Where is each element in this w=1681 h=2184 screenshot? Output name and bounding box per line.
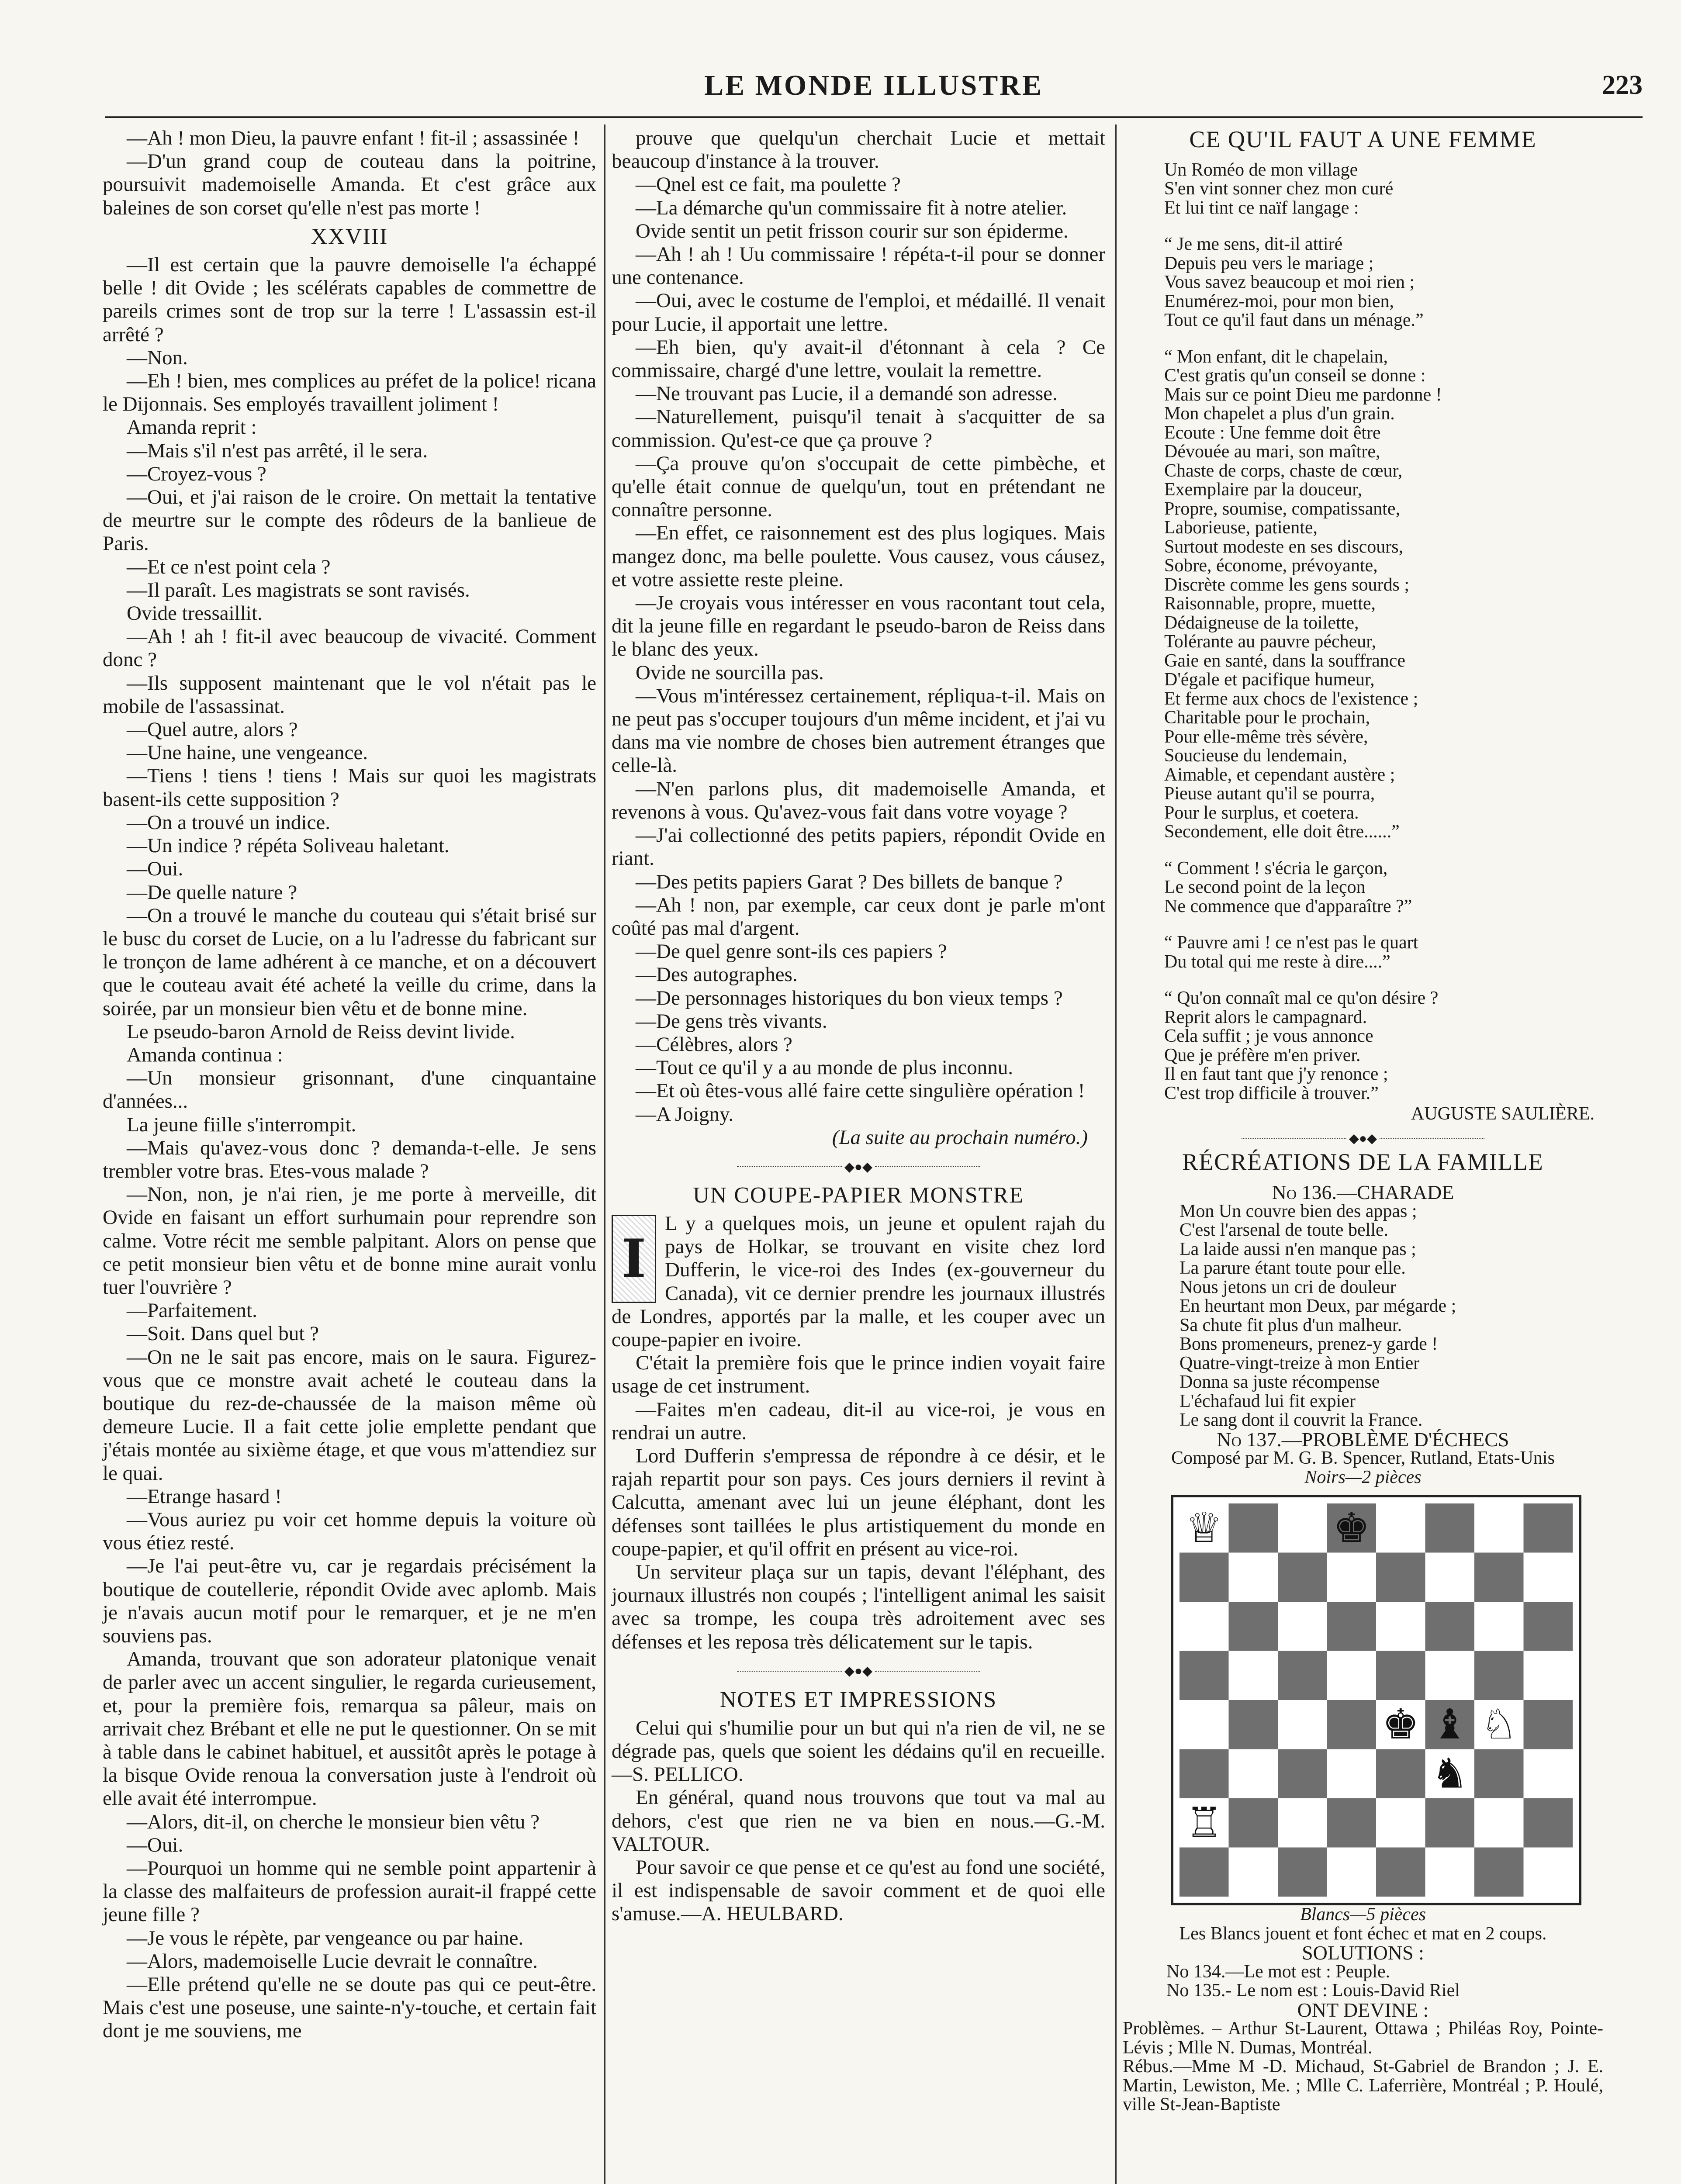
paragraph: L y a quelques mois, un jeune et opulent rajah du pays de Holkar, se trouvant en visite chez lord Dufferin, le vice-roi des Indes (ex-gouverneur du Canada), vit ce dernier prendre les journaux illustrés de Londres, apportés par la malle, et les couper avec un coupe-papier en ivoire. [612, 1212, 1105, 1351]
paragraph: —Tiens ! tiens ! tiens ! Mais sur quoi les magistrats basent-ils cette supposition ? [103, 764, 596, 811]
paragraph: Un serviteur plaça sur un tapis, devant l'éléphant, des journaux illustrés non coupés ; l'intelligent animal les saisit avec sa trompe, les coupa très adroitement avec ses défenses et les reposa très délicatement sur le tapis. [612, 1561, 1105, 1653]
light-square [1376, 1602, 1425, 1651]
paragraph: —Ah ! ah ! fit-il avec beaucoup de vivacité. Comment donc ? [103, 625, 596, 671]
poem-line: Du total qui me reste à dire....” [1164, 951, 1390, 972]
paragraph: —Elle prétend qu'elle ne se doute pas qui ce peut-être. Mais c'est une poseuse, une sainte-n'y-touche, et certain fait dont je me souviens, me [103, 1973, 596, 2042]
charade-line: La laide aussi n'en manque pas ; [1179, 1239, 1416, 1259]
poem-title: CE QU'IL FAUT A UNE FEMME [1189, 126, 1537, 152]
dark-square [1327, 1602, 1377, 1651]
light-square [1524, 1848, 1573, 1897]
stanza-gap [1164, 971, 1603, 989]
paragraph: Amanda reprit : [127, 416, 257, 439]
story-continuation [612, 127, 1105, 1126]
charade-line: Nous jetons un cri de douleur [1179, 1277, 1396, 1297]
guessed-heading: ONT DEVINE : [1297, 1998, 1429, 2021]
light-square [1229, 1848, 1278, 1897]
poem-line: S'en vint sonner chez mon curé [1164, 179, 1394, 199]
paragraph: —On a trouvé le manche du couteau qui s'était brisé sur le busc du corset de Lucie, on a lu l'adresse du fabricant sur le tronçon de lame adhérent à ce manche, et on a découvert que le couteau avait été acheté la veille du crime, dans la soirée, par un monsieur bien vêtu et de bonne mine. [103, 904, 596, 1020]
article-title: UN COUPE-PAPIER MONSTRE [693, 1182, 1024, 1208]
paragraph: Ovide ne sourcilla pas. [636, 661, 824, 684]
paragraph: —D'un grand coup de couteau dans la poitrine, poursuivit mademoiselle Amanda. Et c'est grâce aux baleines de son corset qu'elle n'est pas morte ! [103, 150, 596, 219]
light-square [1425, 1848, 1475, 1897]
solutions-list [1123, 1963, 1603, 2001]
poem-line: Tout ce qu'il faut dans un ménage.” [1164, 310, 1424, 330]
poem-line: “ Qu'on connaît mal ce qu'on désire ? [1164, 988, 1439, 1008]
king-piece: ♚ [1382, 1700, 1419, 1749]
light-square [1524, 1651, 1573, 1700]
chapter-heading: XXVIII [311, 224, 388, 249]
poem-line: Ecoute : Une femme doit être [1164, 422, 1381, 443]
dark-square [1327, 1700, 1377, 1749]
poem-line: D'égale et pacifique humeur, [1164, 670, 1375, 690]
light-square [1524, 1749, 1573, 1799]
paragraph: —Oui. [127, 1833, 183, 1856]
paragraph: La jeune fiille s'interrompit. [127, 1113, 356, 1136]
paragraph: —Non, non, je n'ai rien, je me porte à merveille, dit Ovide en faisant un effort surhumain pour reprendre son calme. Votre récit me semble palpitant. Alors on pense que ce petit monsieur bien vêtu et de bonne mine aurait vonlu tuer l'ouvrière ? [103, 1183, 596, 1299]
poem-line: Raisonnable, propre, muette, [1164, 594, 1376, 614]
poem-line: Enumérez-moi, pour mon bien, [1164, 291, 1394, 311]
column-divider [604, 124, 605, 2184]
paragraph: —Qnel est ce fait, ma poulette ? [636, 173, 901, 196]
dark-square [1179, 1651, 1229, 1700]
paragraph: prouve que quelqu'un cherchait Lucie et mettait beaucoup d'instance à la trouver. [612, 127, 1105, 173]
stanza-gap [1164, 916, 1603, 933]
paragraph: —Je croyais vous intéresser en vous racontant tout cela, dit la jeune fille en regardant le pseudo-baron de Reiss dans le blanc des yeux. [612, 591, 1105, 661]
poem-line: Dédaigneuse de la toilette, [1164, 612, 1359, 633]
poem-line: “ Comment ! s'écria le garçon, [1164, 858, 1388, 878]
poem-line: Et ferme aux chocs de l'existence ; [1164, 688, 1418, 709]
middle-column [612, 127, 1105, 1926]
paragraph: —Mais s'il n'est pas arrêté, il le sera. [127, 439, 428, 462]
king-piece: ♚ [1333, 1503, 1370, 1552]
paragraph: —En effet, ce raisonnement est des plus logiques. Mais mangez donc, ma belle poulette. Vous causez, vous cáusez, et votre assiette reste pleine. [612, 522, 1105, 591]
dark-square [1376, 1848, 1425, 1897]
charade-line: Bons promeneurs, prenez-y garde ! [1179, 1334, 1438, 1355]
chess-heading: No 137.—PROBLÈME D'ÉCHECS [1217, 1428, 1509, 1451]
paragraph: Ovide sentit un petit frisson courir sur son épiderme. [636, 219, 1069, 242]
recreations-title: RÉCRÉATIONS DE LA FAMILLE [1182, 1148, 1544, 1175]
light-square [1376, 1798, 1425, 1848]
paragraph: Amanda, trouvant que son adorateur platonique venait de parler avec un accent singulier, le regarda curieusement, et, pour la première fois, remarqua sa pâleur, mais on arrivait chez Brébant et elle ne put le questionner. On se mit à table dans le cabinet habituel, et aussitôt après le potage à la bisque Ovide renoua la conversation juste à l'endroit où elle avait été interrompue. [103, 1648, 596, 1810]
dark-square [1229, 1700, 1278, 1749]
paragraph: —N'en parlons plus, dit mademoiselle Amanda, et revenons à vous. Qu'avez-vous fait dans votre voyage ? [612, 777, 1105, 823]
poem-line: Pour le surplus, et coetera. [1164, 802, 1359, 823]
light-square [1179, 1602, 1229, 1651]
poem-line: Vous savez beaucoup et moi rien ; [1164, 272, 1415, 292]
chess-composer: Composé par M. G. B. Spencer, Rutland, Etats-Unis [1171, 1448, 1555, 1469]
charade-body [1123, 1202, 1603, 1430]
paragraph: —Etrange hasard ! [127, 1485, 282, 1508]
charade-line: L'échafaud lui fit expier [1179, 1391, 1356, 1411]
charade-heading: No 136.—CHARADE [1272, 1181, 1454, 1204]
dark-square [1179, 1553, 1229, 1602]
paragraph: —Quel autre, alors ? [127, 718, 298, 741]
dark-square [1376, 1749, 1425, 1799]
solution-line: No 135.- Le nom est : Louis-David Riel [1166, 1980, 1460, 2001]
notes-body [612, 1717, 1105, 1926]
paragraph: Le pseudo-baron Arnold de Reiss devint livide. [127, 1020, 515, 1043]
article-title: NOTES ET IMPRESSIONS [719, 1687, 997, 1712]
guessed-list [1123, 2019, 1603, 2115]
dark-square [1376, 1651, 1425, 1700]
rook-piece: ♖ [1185, 1798, 1223, 1847]
poem-line: Le second point de la leçon [1164, 877, 1366, 897]
light-square [1327, 1749, 1377, 1799]
paragraph: —Ça prouve qu'on s'occupait de cette pimbèche, et qu'elle était connue de quelqu'un, tout en prétendant ne connaître personne. [612, 452, 1105, 522]
poem-line: Propre, soumise, compatissante, [1164, 498, 1401, 519]
masthead-rule [105, 116, 1643, 118]
charade-line: Quatre-vingt-treize à mon Entier [1179, 1353, 1420, 1373]
poem-line: Sobre, économe, prévoyante, [1164, 556, 1378, 576]
dark-square [1474, 1553, 1524, 1602]
paragraph: —On a trouvé un indice. [127, 811, 330, 834]
poem-line: “ Pauvre ami ! ce n'est pas le quart [1164, 933, 1418, 953]
ornament-divider: ◆●◆ [1123, 1128, 1603, 1148]
paragraph: —Ah ! ah ! Uu commissaire ! répéta-t-il pour se donner une contenance. [612, 243, 1105, 289]
dark-square [1474, 1651, 1524, 1700]
paragraph: —De gens très vivants. [636, 1009, 827, 1033]
paragraph: —On ne le sait pas encore, mais on le saura. Figurez-vous que ce monstre avait acheté le couteau dans la boutique du rez-de-chaussée de la maison même où demeure Lucie. Il a fait cette jolie emplette pendant que j'étais montée au sixième étage, et que vous m'attendiez sur le quai. [103, 1345, 596, 1485]
dark-square [1425, 1602, 1475, 1651]
charade-line: En heurtant mon Deux, par mégarde ; [1179, 1296, 1456, 1317]
paragraph: —Je vous le répète, par vengeance ou par haine. [127, 1926, 524, 1949]
poem-body [1123, 161, 1603, 1103]
light-square [1524, 1553, 1573, 1602]
paragraph: —De quel genre sont-ils ces papiers ? [636, 940, 947, 963]
paragraph: —Oui. [127, 857, 183, 881]
story-continuation [103, 127, 596, 220]
poem-line: Et lui tint ce naïf langage : [1164, 197, 1359, 218]
charade-line: Mon Un couvre bien des appas ; [1179, 1201, 1417, 1221]
solutions-heading: SOLUTIONS : [1302, 1942, 1424, 1964]
dark-square [1229, 1602, 1278, 1651]
light-square [1327, 1651, 1377, 1700]
light-square [1327, 1848, 1377, 1897]
stanza-gap [1164, 218, 1603, 235]
dark-square [1327, 1798, 1377, 1848]
light-square [1179, 1700, 1229, 1749]
paragraph: —Croyez-vous ? [127, 462, 266, 485]
solution-line: No 134.—Le mot est : Peuple. [1166, 1961, 1390, 1982]
poem-line: Pieuse autant qu'il se pourra, [1164, 784, 1375, 804]
bishop-piece: ♝ [1431, 1700, 1469, 1749]
knight-piece: ♞ [1431, 1749, 1469, 1798]
paragraph: —Vous auriez pu voir cet homme depuis la voiture où vous étiez resté. [103, 1508, 596, 1555]
poem-line: Il en faut tant que j'y renonce ; [1164, 1064, 1388, 1084]
paragraph: —Ne trouvant pas Lucie, il a demandé son adresse. [636, 382, 1058, 405]
dark-square [1278, 1553, 1327, 1602]
ornament-divider: ◆●◆ [612, 1154, 1105, 1178]
paragraph: —Ils supposent maintenant que le vol n'était pas le mobile de l'assassinat. [103, 671, 596, 718]
poem-line: Tolérante au pauvre pécheur, [1164, 632, 1377, 652]
left-column [103, 127, 596, 2043]
paragraph: —Ah ! mon Dieu, la pauvre enfant ! fit-il ; assassinée ! [127, 127, 580, 149]
poem-line: C'est trop difficile à trouver.” [1164, 1083, 1379, 1103]
column-divider [1115, 124, 1117, 2184]
paragraph: —De quelle nature ? [127, 881, 297, 904]
paragraph: —Et où êtes-vous allé faire cette singulière opération ! [636, 1079, 1085, 1102]
paragraph: —J'ai collectionné des petits papiers, répondit Ovide en riant. [612, 824, 1105, 870]
dark-square [1524, 1602, 1573, 1651]
paragraph: —Naturellement, puisqu'il tenait à s'acquitter de sa commission. Qu'est-ce que ça prouve ? [612, 405, 1105, 452]
light-square [1278, 1700, 1327, 1749]
paragraph: —Un monsieur grisonnant, d'une cinquantaine d'années... [103, 1067, 596, 1113]
dark-square [1179, 1848, 1229, 1897]
paragraph: —Pourquoi un homme qui ne semble point appartenir à la classe des malfaiteurs de profession aurait-il frappé cette jeune fille ? [103, 1857, 596, 1926]
charade-line: La parure étant toute pour elle. [1179, 1258, 1406, 1279]
continued-note: (La suite au prochain numéro.) [832, 1126, 1088, 1149]
poem-line: Reprit alors le campagnard. [1164, 1007, 1367, 1027]
poem-line: Cela suffit ; je vous annonce [1164, 1026, 1373, 1046]
paragraph: —Des petits papiers Garat ? Des billets de banque ? [636, 870, 1063, 893]
quote-paragraph: En général, quand nous trouvons que tout va mal au dehors, c'est que rien ne va bien en nous.—G.-M. VALTOUR. [612, 1786, 1105, 1856]
paragraph: —Alors, mademoiselle Lucie devrait le connaître. [127, 1949, 538, 1973]
dark-square [1524, 1798, 1573, 1848]
paragraph: —Un indice ? répéta Soliveau haletant. [127, 834, 450, 857]
paragraph: Amanda continua : [127, 1043, 283, 1066]
light-square [1474, 1602, 1524, 1651]
page-number: 223 [1602, 70, 1643, 100]
poem-author: AUGUSTE SAULIÈRE. [1411, 1104, 1595, 1124]
poem-line: “ Mon enfant, dit le chapelain, [1164, 346, 1388, 367]
right-column [1123, 127, 1603, 2115]
paragraph: Ovide tressaillit. [127, 602, 263, 625]
poem-line: Mais sur ce point Dieu me pardonne ! [1164, 384, 1442, 405]
paragraph: —Faites m'en cadeau, dit-il au vice-roi, je vous en rendrai un autre. [612, 1398, 1105, 1444]
dark-square [1425, 1503, 1475, 1553]
poem-line: Exemplaire par la douceur, [1164, 480, 1363, 500]
dropcap-initial: I [612, 1215, 656, 1303]
dark-square [1229, 1503, 1278, 1553]
poem-line: Pour elle-même très sévère, [1164, 726, 1368, 747]
stanza-gap [1164, 842, 1603, 859]
quote-paragraph: Celui qui s'humilie pour un but qui n'a rien de vil, ne se dégrade pas, quels que soient les dédains qu'il en recueille.—S. PELLICO. [612, 1716, 1105, 1786]
chess-black-label: Noirs—2 pièces [1304, 1467, 1422, 1487]
paragraph: —Des autographes. [636, 963, 798, 986]
paragraph: —Une haine, une vengeance. [127, 741, 368, 764]
poem-line: Surtout modeste en ses discours, [1164, 536, 1404, 557]
stanza-gap [1164, 330, 1603, 348]
chess-problem [1171, 1495, 1603, 1905]
poem-line: Dévouée au mari, son maître, [1164, 442, 1380, 462]
paragraph: —Ah ! non, par exemple, car ceux dont je parle m'ont coûté pas mal d'argent. [612, 893, 1105, 940]
light-square [1278, 1503, 1327, 1553]
poem-line: Soucieuse du lendemain, [1164, 746, 1347, 766]
dark-square [1278, 1651, 1327, 1700]
light-square [1229, 1749, 1278, 1799]
queen-piece: ♕ [1185, 1503, 1223, 1552]
paragraph: —Je l'ai peut-être vu, car je regardais précisément la boutique de coutellerie, répondit Ovide avec aplomb. Mais je n'avais aucun motif pour le remarquer, et je ne m'en souviens pas. [103, 1555, 596, 1647]
paragraph: —Non. [127, 346, 188, 369]
paragraph: —Soit. Dans quel but ? [127, 1322, 319, 1345]
light-square [1376, 1503, 1425, 1553]
poem-line: Chaste de corps, chaste de cœur, [1164, 460, 1403, 481]
paragraph: —De personnages historiques du bon vieux temps ? [636, 986, 1063, 1009]
paragraph: —Célèbres, alors ? [636, 1033, 792, 1056]
light-square [1474, 1798, 1524, 1848]
light-square [1278, 1602, 1327, 1651]
paragraph: —Tout ce qu'il y a au monde de plus inconnu. [636, 1056, 1013, 1079]
masthead [105, 66, 1643, 118]
paragraph: —Eh bien, qu'y avait-il d'étonnant à cela ? Ce commissaire, chargé d'une lettre, voulait la remettre. [612, 335, 1105, 382]
chapter-body [103, 253, 596, 2043]
paragraph: —Vous m'intéressez certainement, répliqua-t-il. Mais on ne peut pas s'occuper toujours d'un même incident, et j'ai vu dans ma vie nombre de choses bien autrement étranges que celle-là. [612, 684, 1105, 777]
paragraph: —Il paraît. Les magistrats se sont ravisés. [127, 578, 470, 601]
paragraph: —Eh ! bien, mes complices au préfet de la police! ricana le Dijonnais. Ses employés travaillent joliment ! [103, 370, 596, 416]
chess-board [1171, 1495, 1581, 1905]
poem-line: Discrète comme les gens sourds ; [1164, 574, 1410, 595]
paragraph: —Mais qu'avez-vous donc ? demanda-t-elle. Je sens trembler votre bras. Etes-vous malade ? [103, 1136, 596, 1182]
poem-line: Aimable, et cependant austère ; [1164, 764, 1395, 785]
poem-line: Laborieuse, patiente, [1164, 518, 1318, 538]
chess-task: Les Blancs jouent et font échec et mat en 2 coups. [1179, 1923, 1547, 1944]
charade-line: C'est l'arsenal de toute belle. [1179, 1220, 1389, 1241]
charade-line: Donna sa juste récompense [1179, 1372, 1380, 1393]
poem-line: Depuis peu vers le mariage ; [1164, 253, 1374, 273]
paragraph: —La démarche qu'un commissaire fit à notre atelier. [636, 196, 1067, 219]
paragraph: —Oui, et j'ai raison de le croire. On mettait la tentative de meurtre sur le compte des rôdeurs de la banlieue de Paris. [103, 486, 596, 555]
poem-line: Gaie en santé, dans la souffrance [1164, 650, 1405, 671]
charade-line: Le sang dont il couvrit la France. [1179, 1410, 1423, 1431]
poem-line: C'est gratis qu'un conseil se donne : [1164, 366, 1426, 386]
guessed-entry: Problèmes. – Arthur St-Laurent, Ottawa ; Philéas Roy, Pointe-Lévis ; Mlle N. Dumas, Montréal. [1123, 2018, 1603, 2058]
dark-square [1376, 1553, 1425, 1602]
poem-line: Un Roméo de mon village [1164, 159, 1358, 180]
dark-square [1229, 1798, 1278, 1848]
poem-line: Ne commence que d'apparaître ?” [1164, 896, 1412, 916]
light-square [1327, 1553, 1377, 1602]
paragraph: —Alors, dit-il, on cherche le monsieur bien vêtu ? [127, 1810, 540, 1833]
dark-square [1179, 1749, 1229, 1799]
poem-line: Secondement, elle doit être......” [1164, 822, 1400, 842]
guessed-entry: Rébus.—Mme M -D. Michaud, St-Gabriel de Brandon ; J. E. Martin, Lewiston, Me. ; Mlle C. Laferrière, Montréal ; P. Houlé, ville St-Jean-Baptiste [1123, 2056, 1603, 2115]
dark-square [1524, 1503, 1573, 1553]
paragraph: —Parfaitement. [127, 1299, 257, 1322]
dark-square [1474, 1749, 1524, 1799]
charade-line: Sa chute fit plus d'un malheur. [1179, 1315, 1402, 1335]
paragraph: C'était la première fois que le prince indien voyait faire usage de cet instrument. [612, 1351, 1105, 1398]
dark-square [1278, 1848, 1327, 1897]
quote-paragraph: Pour savoir ce que pense et ce qu'est au fond une société, il est indispensable de savoir comment et de quoi elle s'amuse.—A. HEULBARD. [612, 1856, 1105, 1925]
dark-square [1524, 1700, 1573, 1749]
paragraph: —A Joigny. [636, 1102, 734, 1126]
dark-square [1474, 1848, 1524, 1897]
dark-square [1278, 1749, 1327, 1799]
ornament-divider: ◆●◆ [612, 1658, 1105, 1683]
light-square [1229, 1553, 1278, 1602]
poem-line: Que je préfère m'en priver. [1164, 1045, 1361, 1065]
light-square [1278, 1798, 1327, 1848]
paragraph: —Oui, avec le costume de l'emploi, et médaillé. Il venait pour Lucie, il apportait une lettre. [612, 289, 1105, 335]
poem-line: Mon chapelet a plus d'un grain. [1164, 404, 1395, 424]
light-square [1229, 1651, 1278, 1700]
light-square [1474, 1503, 1524, 1553]
light-square [1425, 1553, 1475, 1602]
dark-square [1425, 1798, 1475, 1848]
light-square [1425, 1651, 1475, 1700]
chess-white-label: Blancs—5 pièces [1300, 1904, 1426, 1925]
masthead-title: LE MONDE ILLUSTRE [704, 69, 1043, 101]
poem-line: “ Je me sens, dit-il attiré [1164, 234, 1343, 254]
knight-piece: ♘ [1480, 1700, 1518, 1749]
paragraph: —Et ce n'est point cela ? [127, 555, 331, 578]
paragraph: Lord Dufferin s'empressa de répondre à ce désir, et le rajah repartit pour son pays. Ces jours derniers il revint à Calcutta, amenant avec lui un jeune éléphant, dont les défenses sont taillées le plus artistiquement du monde en coupe-papier, et qu'il offrit en présent au vice-roi. [612, 1444, 1105, 1560]
poem-line: Charitable pour le prochain, [1164, 708, 1370, 728]
article-body [612, 1212, 1105, 1654]
paragraph: —Il est certain que la pauvre demoiselle l'a échappé belle ! dit Ovide ; les scélérats capables de commettre de pareils crimes sont de trop sur la terre ! L'assassin est-il arrêté ? [103, 253, 596, 346]
